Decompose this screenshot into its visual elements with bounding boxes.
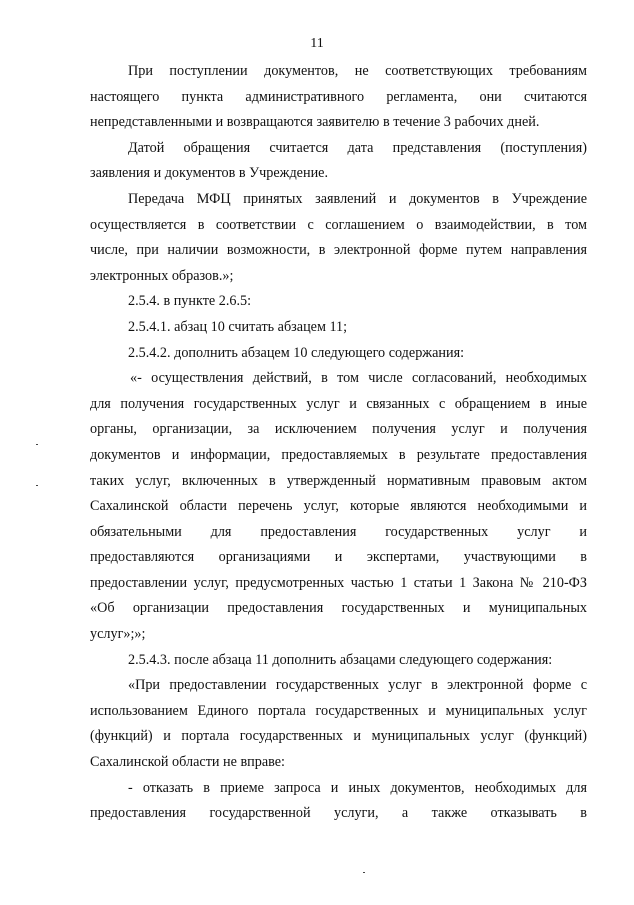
text-line: Передача МФЦ принятых заявлений и документов в Учреждение xyxy=(128,190,587,207)
scan-speck xyxy=(36,444,38,445)
text-line: обязательными для предоставления государственных услуг и xyxy=(90,523,587,540)
text-line: Сахалинской области перечень услуг, которые являются необходимыми и xyxy=(90,498,587,515)
text-line: 2.5.4.2. дополнить абзацем 10 следующего содержания: xyxy=(128,344,465,361)
text-line: числе, при наличии возможности, в электронной форме путем направления xyxy=(90,242,587,259)
text-line: непредставленными и возвращаются заявителю в течение 3 рабочих дней. xyxy=(90,114,540,131)
text-line: При поступлении документов, не соответствующих требованиям xyxy=(128,63,587,79)
text-line: документов и информации, предоставляемых в результате предоставления xyxy=(90,446,587,463)
paragraph xyxy=(90,366,587,648)
text-line: 2.5.4.3. после абзаца 11 дополнить абзацами следующего содержания: xyxy=(128,651,553,668)
paragraph xyxy=(90,776,587,827)
text-line: таких услуг, включенных в утвержденный нормативным правовым актом xyxy=(90,472,587,489)
text-line: заявления и документов в Учреждение. xyxy=(90,165,329,182)
text-line: Датой обращения считается дата представления (поступления) xyxy=(128,139,587,156)
text-line: предоставляются организациями и экспертами, участвующими в xyxy=(90,549,587,566)
text-line: органы, организации, за исключением получения услуг и получения xyxy=(90,421,587,438)
paragraph xyxy=(90,187,587,289)
page-number: 11 xyxy=(310,36,324,51)
scan-speck xyxy=(36,485,38,486)
text-line: предоставления государственной услуги, а также отказывать в xyxy=(90,805,587,822)
text-line: использованием Единого портала государственных и муниципальных услуг xyxy=(90,702,587,719)
text-line: предоставлении услуг, предусмотренных частью 1 статьи 1 Закона № 210-ФЗ xyxy=(90,574,587,591)
text-line: «Об организации предоставления государственных и муниципальных xyxy=(90,600,587,617)
text-line: «При предоставлении государственных услуг в электронной форме с xyxy=(128,677,587,694)
text-line: для получения государственных услуг и связанных с обращением в иные xyxy=(90,395,587,412)
paragraph xyxy=(90,59,587,136)
text-line: «- осуществления действий, в том числе согласований, необходимых xyxy=(130,370,587,387)
paragraph xyxy=(90,673,587,775)
paragraph xyxy=(90,136,587,187)
text-line: Сахалинской области не вправе: xyxy=(90,754,286,771)
document-body xyxy=(90,59,587,827)
paragraph xyxy=(90,648,587,674)
scan-speck xyxy=(363,872,365,873)
text-line: услуг»;»; xyxy=(90,626,146,643)
text-line: - отказать в приеме запроса и иных документов, необходимых для xyxy=(128,779,587,796)
paragraph xyxy=(90,289,587,315)
text-line: настоящего пункта административного регламента, они считаются xyxy=(90,88,587,105)
text-line: осуществляется в соответствии с соглашением о взаимодействии, в том xyxy=(90,216,587,233)
text-line: (функций) и портала государственных и муниципальных услуг (функций) xyxy=(90,728,587,745)
paragraph xyxy=(90,315,587,341)
paragraph xyxy=(90,341,587,367)
text-line: 2.5.4. в пункте 2.6.5: xyxy=(128,293,252,310)
text-line: 2.5.4.1. абзац 10 считать абзацем 11; xyxy=(128,318,348,335)
text-line: электронных образов.»; xyxy=(90,267,234,284)
